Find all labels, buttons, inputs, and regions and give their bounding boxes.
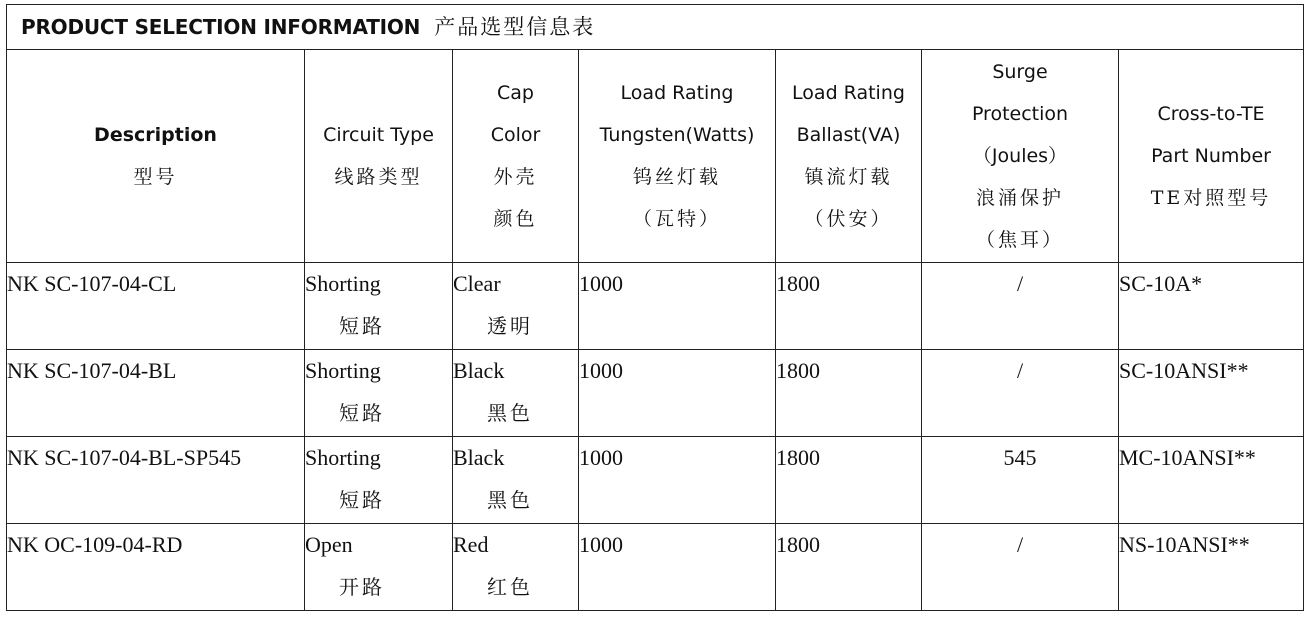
- color-en: Black: [453, 358, 505, 383]
- header-line: Part Number: [1151, 145, 1271, 167]
- cell-color: [453, 350, 579, 437]
- cell-color: [453, 437, 579, 524]
- color-zh: 黑色: [487, 488, 533, 512]
- table-title-zh: 产品选型信息表: [434, 15, 596, 39]
- header-line: 浪涌保护: [975, 187, 1064, 209]
- header-line: Tungsten(Watts): [599, 124, 755, 146]
- table-row: [7, 437, 1304, 524]
- header-line: 钨丝灯载: [632, 166, 721, 188]
- header-line: （焦耳）: [975, 229, 1064, 251]
- header-line: Protection: [971, 103, 1069, 125]
- cell-ballast: 1800: [776, 524, 922, 611]
- header-line: （瓦特）: [632, 208, 721, 230]
- cell-circuit: [305, 263, 453, 350]
- cell-surge: 545: [922, 437, 1119, 524]
- circuit-zh: 短路: [339, 401, 385, 425]
- selection-grid: [6, 4, 1304, 611]
- table-row: [7, 263, 1304, 350]
- header-cross-to-te: [1119, 50, 1304, 263]
- cell-color: [453, 263, 579, 350]
- header-line: Ballast(VA): [796, 124, 901, 146]
- circuit-en: Open: [305, 532, 353, 557]
- circuit-en: Shorting: [305, 358, 381, 383]
- cell-circuit: [305, 524, 453, 611]
- header-line: Color: [490, 124, 541, 146]
- circuit-en: Shorting: [305, 445, 381, 470]
- cell-ballast: 1800: [776, 350, 922, 437]
- header-line: 外壳: [493, 166, 538, 188]
- header-description: [7, 50, 305, 263]
- header-line: Circuit Type: [323, 124, 434, 146]
- header-line: Cross-to-TE: [1157, 103, 1265, 125]
- cell-ballast: 1800: [776, 437, 922, 524]
- header-line: （伏安）: [804, 208, 893, 230]
- header-line: 颜色: [493, 208, 538, 230]
- table-title: [7, 5, 1304, 50]
- table-row: [7, 524, 1304, 611]
- cell-cross: MC-10ANSI**: [1119, 437, 1304, 524]
- cell-cross: SC-10ANSI**: [1119, 350, 1304, 437]
- cell-cross: SC-10A*: [1119, 263, 1304, 350]
- cell-circuit: [305, 437, 453, 524]
- circuit-zh: 短路: [339, 314, 385, 338]
- header-line: 镇流灯载: [804, 166, 893, 188]
- color-en: Red: [453, 532, 489, 557]
- header-line: Cap: [497, 82, 534, 104]
- color-zh: 透明: [487, 314, 533, 338]
- header-line: Surge: [992, 61, 1048, 83]
- cell-color: [453, 524, 579, 611]
- header-cap-color: [453, 50, 579, 263]
- color-zh: 黑色: [487, 401, 533, 425]
- product-selection-table: [6, 4, 1303, 611]
- header-line: Load Rating: [792, 82, 905, 104]
- cell-description: NK SC-107-04-CL: [7, 263, 305, 350]
- cell-ballast: 1800: [776, 263, 922, 350]
- header-surge-protection: [922, 50, 1119, 263]
- header-load-tungsten: [579, 50, 776, 263]
- cell-tungsten: 1000: [579, 350, 776, 437]
- cell-surge: /: [922, 350, 1119, 437]
- color-en: Clear: [453, 271, 501, 296]
- header-line: Load Rating: [620, 82, 734, 104]
- circuit-zh: 短路: [339, 488, 385, 512]
- header-line: TE对照型号: [1150, 187, 1272, 209]
- circuit-zh: 开路: [339, 575, 385, 599]
- header-line: 线路类型: [334, 166, 423, 188]
- cell-description: NK OC-109-04-RD: [7, 524, 305, 611]
- header-load-ballast: [776, 50, 922, 263]
- cell-tungsten: 1000: [579, 524, 776, 611]
- table-row: [7, 350, 1304, 437]
- header-circuit-type: [305, 50, 453, 263]
- cell-surge: /: [922, 524, 1119, 611]
- circuit-en: Shorting: [305, 271, 381, 296]
- table-title-en: PRODUCT SELECTION INFORMATION: [21, 15, 421, 39]
- header-line: 型号: [133, 166, 178, 188]
- cell-tungsten: 1000: [579, 263, 776, 350]
- cell-description: NK SC-107-04-BL: [7, 350, 305, 437]
- cell-tungsten: 1000: [579, 437, 776, 524]
- header-line: Description: [94, 124, 217, 146]
- cell-cross: NS-10ANSI**: [1119, 524, 1304, 611]
- header-line: （Joules）: [972, 145, 1068, 167]
- color-en: Black: [453, 445, 505, 470]
- cell-description: NK SC-107-04-BL-SP545: [7, 437, 305, 524]
- color-zh: 红色: [487, 575, 533, 599]
- cell-surge: /: [922, 263, 1119, 350]
- cell-circuit: [305, 350, 453, 437]
